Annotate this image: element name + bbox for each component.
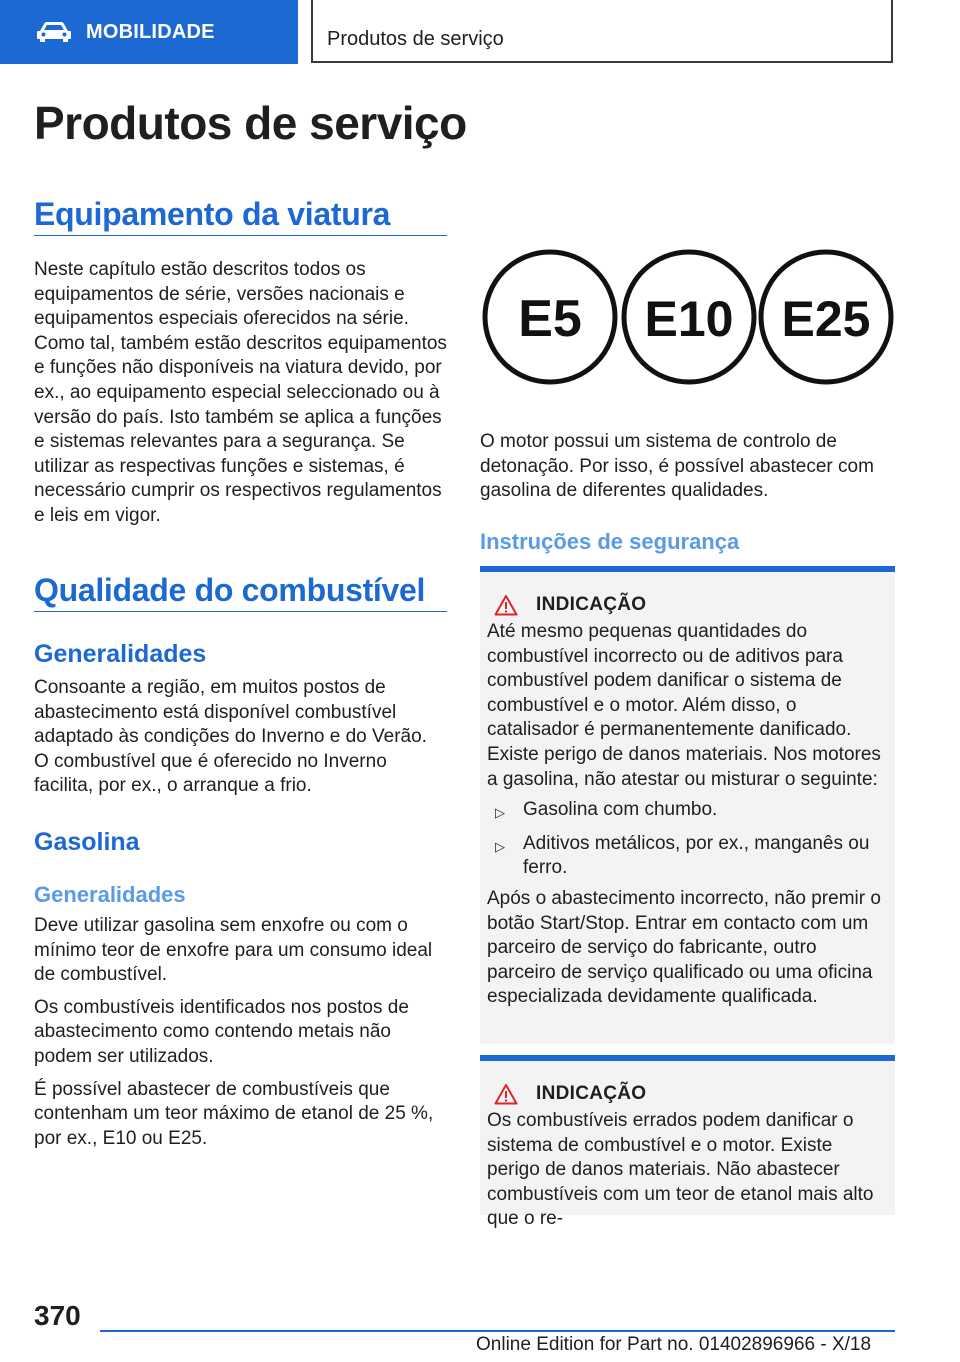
notice-text: Até mesmo pequenas quantidades do combustível incorrecto ou de aditivos para combustível podem danificar o sistema de combustível e o motor. Além disso, o catalisador é permanentemente danificado. Existe perigo de danos materiais. Nos motores a gasolina, não atestar ou misturar o seguinte:: [487, 621, 881, 790]
list-item-text: Gasolina com chumbo.: [523, 799, 718, 821]
fuel-badge-label: E5: [518, 290, 582, 348]
car-icon: [36, 21, 72, 43]
heading-rule: [34, 235, 447, 236]
heading-gasolina: Gasolina: [34, 828, 140, 856]
paragraph-motor: [480, 430, 895, 512]
paragraph-text: Deve utilizar gasolina sem enxofre ou com o mínimo teor de enxofre para um consumo ideal de combustível.: [34, 915, 433, 986]
section-tab-label: MOBILIDADE: [86, 20, 215, 43]
notice-bar: [480, 1055, 895, 1061]
notice-header: [494, 594, 895, 616]
heading-rule: [34, 611, 447, 612]
paragraph-text: Os combustíveis identificados nos postos de abastecimento como contendo metais não podem ser utilizados.: [34, 996, 409, 1067]
bullet-triangle-icon: ▷: [495, 805, 505, 821]
paragraph-text: É possível abastecer de combustíveis que contenham um teor máximo de etanol de 25 %, por ex., E10 ou E25.: [34, 1078, 434, 1149]
section-tab-mobilidade[interactable]: [0, 0, 298, 64]
fuel-badge-e5: [485, 252, 615, 382]
fuel-badge-label: E10: [644, 291, 734, 347]
notice-text: Após o abastecimento incorrecto, não premir o botão Start/Stop. Entrar em contacto com um parceiro de serviço do fabricante, outro parceiro de serviço qualificado ou uma oficina especializada devidamente qualificada.: [487, 887, 881, 1008]
warning-icon: [494, 594, 518, 616]
notice-list: [487, 798, 885, 881]
list-item-text: Aditivos metálicos, por ex., manganês ou ferro.: [523, 832, 870, 879]
fuel-badge-e10: [624, 252, 754, 382]
notice-text: Os combustíveis errados podem danificar o sistema de combustível e o motor. Existe perigo de danos materiais. Não abastecer combustíveis com um teor de etanol mais alto que o re-: [487, 1110, 874, 1230]
paragraph-text: Consoante a região, em muitos postos de abastecimento está disponível combustível adaptado às condições do Inverno e do Verão. O combustível que é oferecido no Inverno facilita, por ex., o arranque a frio.: [34, 677, 427, 797]
fuel-badge-e25: [761, 252, 891, 382]
bullet-triangle-icon: ▷: [495, 838, 505, 854]
page-title: Produtos de serviço: [34, 97, 467, 149]
heading-equipamento: Equipamento da viatura: [34, 196, 391, 232]
notice-bar: [480, 566, 895, 572]
notice-body: [480, 616, 895, 1030]
fuel-badge-label: E25: [781, 291, 871, 347]
notice-header: [494, 1083, 895, 1105]
notice-title: INDICAÇÃO: [536, 594, 647, 615]
warning-icon: [494, 1083, 518, 1105]
paragraph-text: O motor possui um sistema de controlo de detonação. Por isso, é possível abastecer com gasolina de diferentes qualidades.: [480, 431, 874, 502]
list-item: [495, 798, 885, 826]
notice-box: [480, 1055, 895, 1230]
paragraph-generalidades: [34, 676, 447, 807]
heading-gasolina-generalidades: Generalidades: [34, 882, 186, 907]
notice-body: [480, 1105, 895, 1252]
footer-rule: [100, 1330, 895, 1332]
notice-box: [480, 566, 895, 1044]
heading-qualidade: Qualidade do combustível: [34, 572, 426, 608]
paragraph-equipamento: [34, 258, 447, 537]
list-item: [495, 832, 885, 881]
notice-title: INDICAÇÃO: [536, 1083, 647, 1104]
heading-instrucoes: Instruções de segurança: [480, 529, 740, 554]
paragraph-text: Neste capítulo estão descritos todos os equipamentos de série, versões nacionais e equipamentos especiais oferecidos na série. Como tal, também estão descritos equipamentos e funções não disponíveis na viatura devido, por ex., ao equipamento especial seleccionado ou à versão do país. Isto também se aplica a funções e sistemas relevantes para a segurança. Se utilizar as respectivas funções e sistemas, é necessário cumprir os respectivos regulamentos e leis em vigor.: [34, 259, 447, 526]
breadcrumb: [311, 0, 893, 63]
heading-generalidades: Generalidades: [34, 640, 207, 668]
footer-edition: Online Edition for Part no. 01402896966 - X/18: [476, 1334, 872, 1355]
page-number: 370: [34, 1300, 81, 1331]
fuel-badges: [482, 240, 894, 396]
paragraph-gasolina: [34, 914, 447, 1159]
breadcrumb-text: Produtos de serviço: [327, 28, 504, 50]
